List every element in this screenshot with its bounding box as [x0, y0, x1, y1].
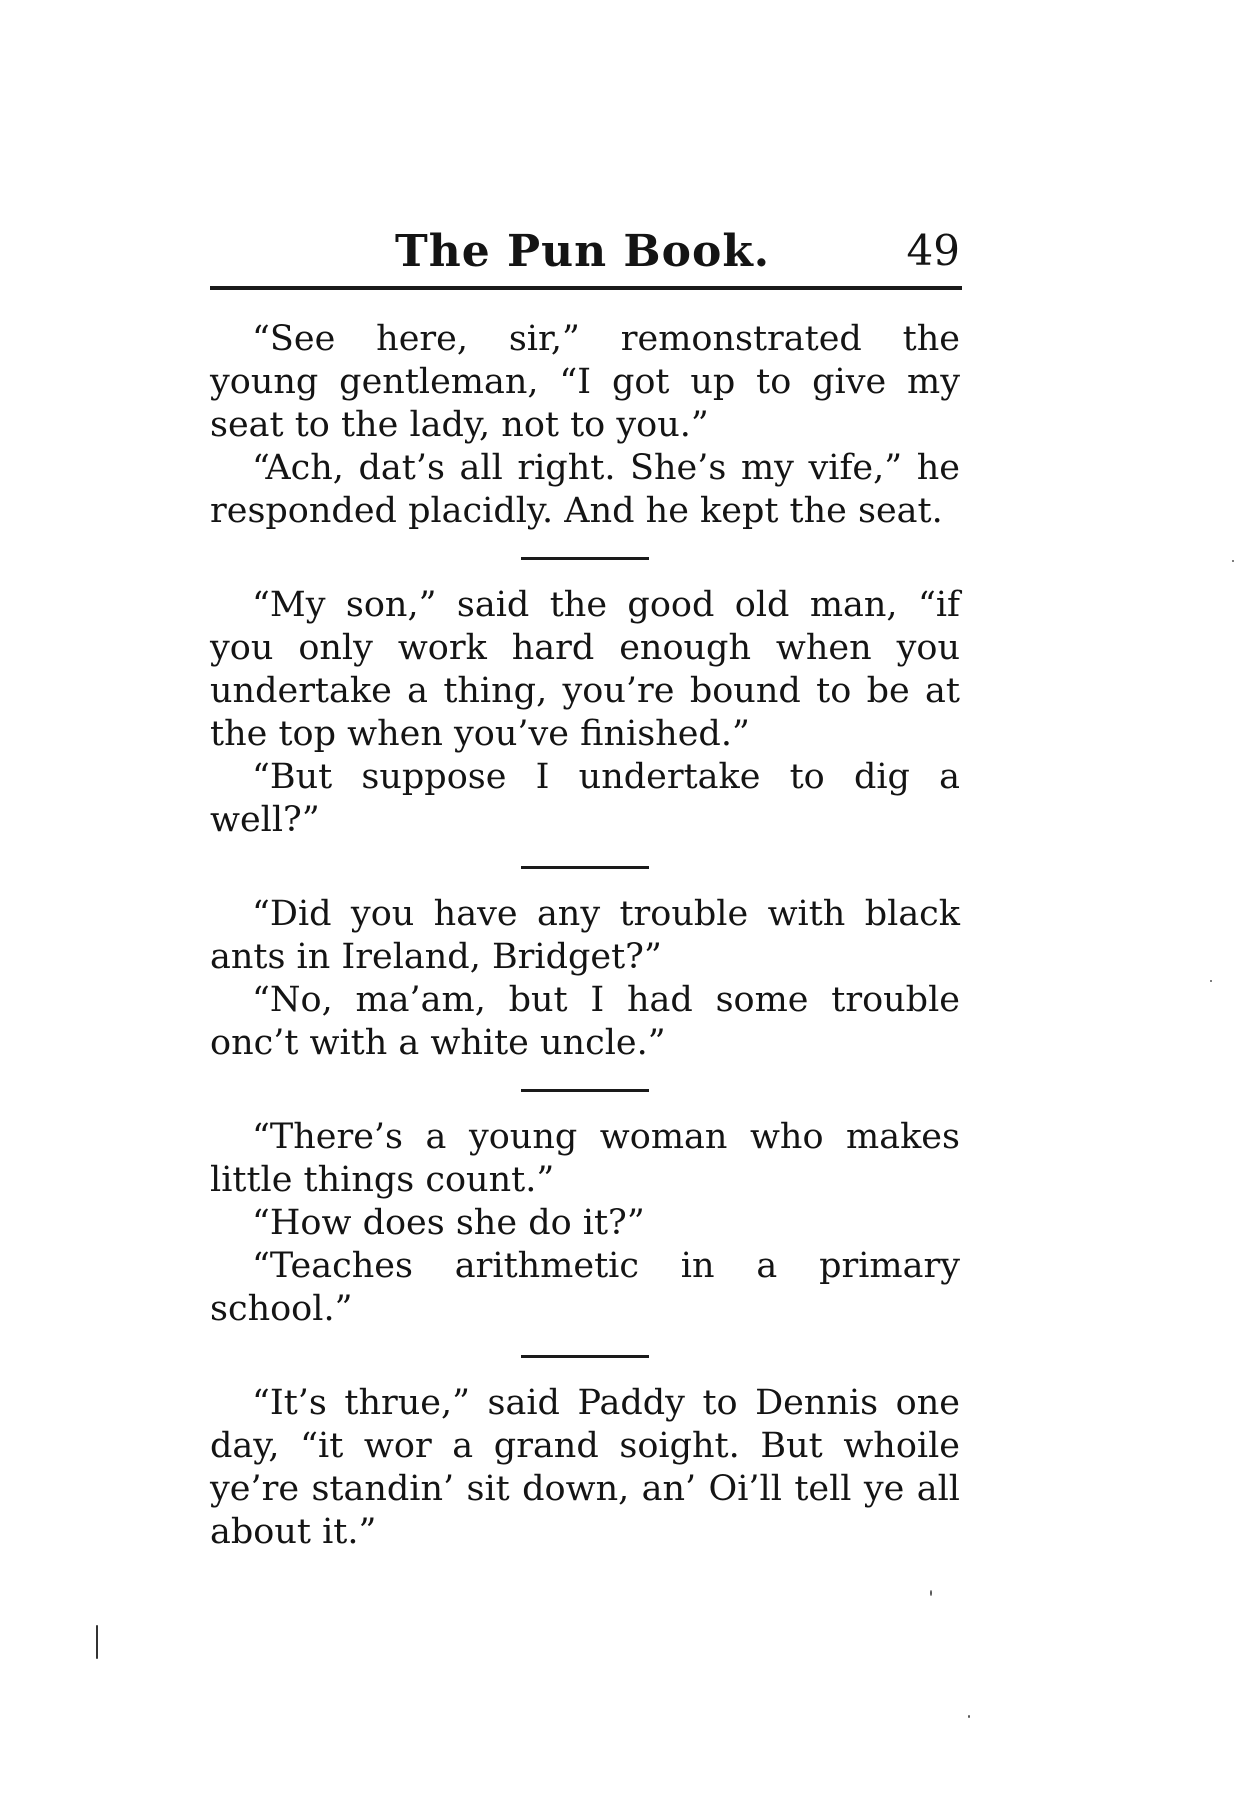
paragraph: “No, ma’am, but I had some trouble onc’t with a white uncle.”	[210, 980, 960, 1063]
header-rule	[210, 286, 962, 290]
paragraph: “It’s thrue,” said Paddy to Dennis one day, “it wor a grand soight. But whoile ye’re standin’ sit down, an’ Oi’ll tell ye all about it.”	[210, 1383, 960, 1552]
scan-speck	[1210, 980, 1212, 982]
joke-4	[210, 1116, 960, 1331]
joke-2	[210, 584, 960, 842]
scan-speck	[96, 1625, 98, 1659]
page-number: 49	[906, 226, 960, 275]
paragraph: “There’s a young woman who makes little things count.”	[210, 1117, 960, 1200]
scan-speck	[968, 1715, 970, 1718]
section-divider	[521, 866, 649, 869]
section-divider	[521, 1089, 649, 1092]
paragraph: “Ach, dat’s all right. She’s my vife,” he responded placidly. And he kept the seat.	[210, 448, 960, 531]
paragraph: “But suppose I undertake to dig a well?”	[210, 757, 960, 840]
scan-speck	[1232, 560, 1234, 562]
joke-5	[210, 1382, 960, 1554]
paragraph: “Teaches arithmetic in a primary school.”	[210, 1246, 960, 1329]
paragraph: “See here, sir,” remonstrated the young gentleman, “I got up to give my seat to the lady, not to you.”	[210, 319, 960, 445]
page-body	[210, 318, 960, 1554]
paragraph: “My son,” said the good old man, “if you only work hard enough when you undertake a thing, you’re bound to be at the top when you’ve finished.”	[210, 585, 960, 754]
paragraph: “How does she do it?”	[252, 1203, 645, 1243]
scan-speck	[930, 1590, 932, 1596]
page-header	[210, 222, 960, 292]
section-divider	[521, 1355, 649, 1358]
joke-3	[210, 893, 960, 1065]
joke-1	[210, 318, 960, 533]
paragraph: “Did you have any trouble with black ants in Ireland, Bridget?”	[210, 894, 960, 977]
section-divider	[521, 557, 649, 560]
running-title: The Pun Book.	[395, 226, 771, 277]
